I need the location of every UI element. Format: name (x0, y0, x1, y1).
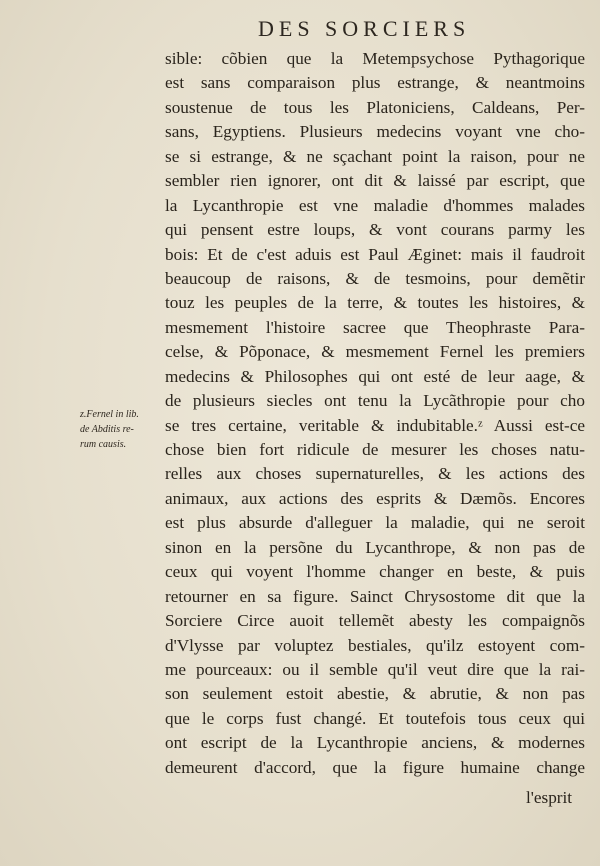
catchword: l'esprit (526, 788, 573, 807)
text-line: Sorciere Circe auoit tellemẽt abesty les compaignõs (165, 611, 585, 631)
text-line: retourner en sa figure. Sainct Chrysostome dit que la (165, 586, 585, 606)
text-line: demeurent d'accord, que la figure humaine change (165, 757, 585, 777)
text-line: d'Vlysse par voluptez bestiales, qu'ilz estoyent com- (165, 635, 585, 655)
text-line: medecins & Philosophes qui ont esté de leur aage, & (165, 366, 585, 386)
text-line: chose bien fort ridicule de mesurer les choses natu- (165, 440, 585, 459)
marginal-note-line: z.Fernel in lib. (80, 409, 139, 420)
text-line: sembler rien ignorer, ont dit & laissé par escript, que (165, 171, 585, 191)
text-line: ont escript de la Lycanthropie anciens, & modernes (165, 733, 585, 753)
text-line: se tres certaine, veritable & indubitable.ᶻ Aussi est-ce (165, 415, 585, 435)
text-line: son seulement estoit abestie, & abrutie, & non pas (165, 684, 585, 704)
marginal-note-line: rum causis. (80, 439, 127, 450)
text-line: la Lycanthropie est vne maladie d'hommes malades (165, 195, 585, 215)
text-line: relles aux choses supernaturelles, & les actions des (165, 464, 585, 484)
text-line: touz les peuples de la terre, & toutes les histoires, & (165, 293, 585, 313)
body-text (165, 47, 585, 780)
text-line: bois: Et de c'est aduis est Paul Æginet: mais il faudroit (165, 244, 585, 264)
text-line: est sans comparaison plus estrange, & neantmoins (165, 73, 585, 93)
text-line: de plusieurs siecles ont tenu la Lycãthropie pour cho (165, 391, 585, 411)
text-line: ceux qui voyent l'homme changer en beste, & puis (165, 562, 585, 582)
text-line: qui pensent estre loups, & vont courans parmy les (165, 220, 585, 240)
text-line: sinon en la persõne du Lycanthrope, & non pas de (165, 537, 585, 557)
text-line: celse, & Põponace, & mesmement Fernel les premiers (165, 342, 585, 362)
marginal-note (80, 407, 160, 452)
text-line: sans, Egyptiens. Plusieurs medecins voyant vne cho- (165, 122, 585, 142)
text-line: se si estrange, & ne sçachant point la raison, pour ne (165, 146, 585, 166)
text-line: sible: cõbien que la Metempsychose Pythagorique (165, 49, 585, 68)
text-line: que le corps fust changé. Et toutefois tous ceux qui (165, 708, 585, 728)
running-title: DES SORCIERS (258, 16, 471, 41)
text-line: soustenue de tous les Platoniciens, Caldeans, Per- (165, 97, 585, 117)
text-line: beaucoup de raisons, & de tesmoins, pour demẽtir (165, 268, 585, 288)
text-line: mesmement l'histoire sacree que Theophraste Para- (165, 317, 585, 337)
text-line: animaux, aux actions des esprits & Dæmõs. Encores (165, 488, 585, 508)
text-line: me pourceaux: ou il semble qu'il veut dire que la rai- (165, 659, 585, 679)
marginal-note-line: de Abditis re- (80, 424, 134, 435)
text-line: est plus absurde d'alleguer la maladie, qui ne seroit (165, 513, 585, 533)
